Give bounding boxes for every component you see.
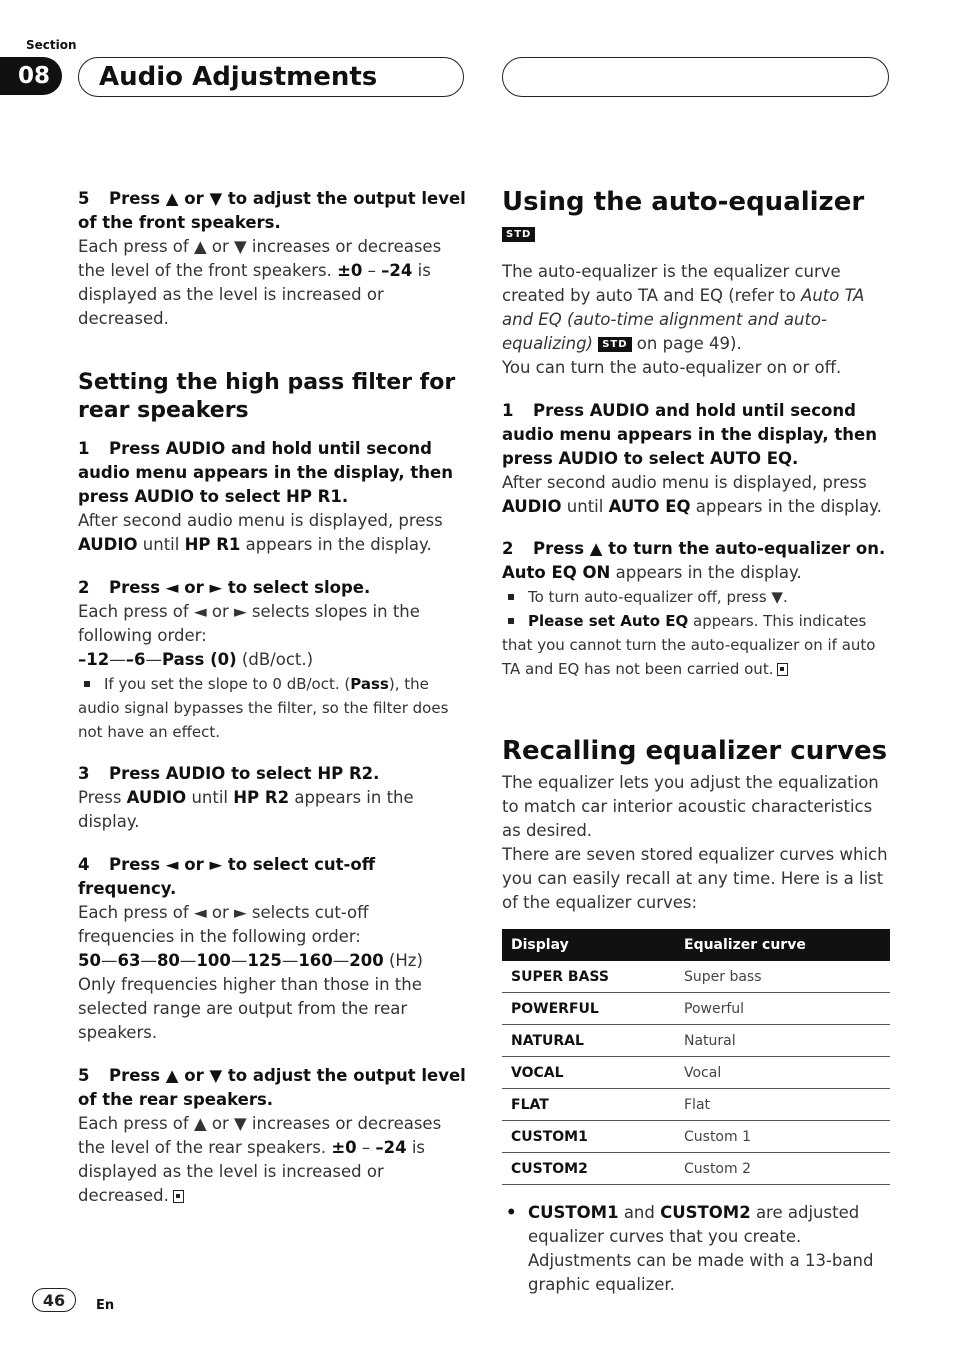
step-5-rear-desc: Each press of ▲ or ▼ increases or decreases the level of the rear speakers. ±0 – –24 is displayed as the level is increased or decreased. (78, 1114, 442, 1205)
slope-order: –12—–6—Pass (0) (dB/oct.) (78, 650, 314, 669)
table-row: SUPER BASS Super bass (502, 961, 890, 993)
note-bullet-icon (84, 681, 90, 687)
language-code: En (96, 1298, 115, 1313)
auto-eq-heading: Using the auto-equalizer STD (502, 187, 865, 240)
page-title (78, 57, 464, 97)
end-mark-icon (173, 1190, 184, 1203)
step-3-hp-r2-desc: Press AUDIO until HP R2 appears in the display. (78, 788, 414, 831)
auto-eq-intro: The auto-equalizer is the equalizer curve created by auto TA and EQ (refer to Auto TA and EQ (auto-time alignment and auto-equalizing) STD on page 49). (502, 262, 865, 353)
table-row: VOCAL Vocal (502, 1057, 890, 1089)
section-number-badge: 08 (0, 57, 62, 95)
step-text: Press ▲ or ▼ to adjust the output level of the front speakers. (78, 189, 466, 232)
right-column (502, 186, 890, 1297)
step-4-cutoff: 4 Press ◄ or ► to select cut-off frequency. (78, 855, 376, 898)
std-badge: STD (502, 227, 535, 242)
section-label: Section (26, 38, 77, 52)
recall-heading: Recalling equalizer curves (502, 736, 888, 766)
table-header-row (502, 929, 890, 961)
table-row: CUSTOM1 Custom 1 (502, 1121, 890, 1153)
step-2-slope-desc: Each press of ◄ or ► selects slopes in the following order: (78, 602, 420, 645)
page-number: 46 (32, 1288, 76, 1312)
step-1-hp-r1: 1 Press AUDIO and hold until second audio menu appears in the display, then press AUDIO to select HP R1. (78, 439, 453, 506)
step-3-hp-r2: 3 Press AUDIO to select HP R2. (78, 764, 380, 783)
recall-p2: There are seven stored equalizer curves which you can easily recall at any time. Here is a list of the equalizer curves: (502, 845, 888, 912)
step-1-auto-eq: 1 Press AUDIO and hold until second audio menu appears in the display, then press AUDIO to select AUTO EQ. (502, 401, 877, 468)
step-2-auto-eq-on: 2 Press ▲ to turn the auto-equalizer on. (502, 539, 886, 558)
table-row: FLAT Flat (502, 1089, 890, 1121)
step-1-auto-eq-desc: After second audio menu is displayed, press AUDIO until AUTO EQ appears in the display. (502, 473, 882, 516)
step-2-slope: 2 Press ◄ or ► to select slope. (78, 578, 371, 597)
table-header-display: Display (502, 929, 675, 961)
table-row: CUSTOM2 Custom 2 (502, 1153, 890, 1185)
step-5-rear: 5 Press ▲ or ▼ to adjust the output level of the rear speakers. (78, 1066, 466, 1109)
bullet-dot-icon: • (506, 1203, 517, 1222)
step-4-cutoff-desc: Each press of ◄ or ► selects cut-off frequencies in the following order: (78, 903, 369, 946)
page-title-text: Audio Adjustments (99, 62, 378, 92)
frequency-order: 50—63—80—100—125—160—200 (Hz) (78, 951, 423, 970)
recall-p1: The equalizer lets you adjust the equalization to match car interior acoustic characteristics as desired. (502, 773, 879, 840)
auto-eq-intro-2: You can turn the auto-equalizer on or off. (502, 358, 842, 377)
end-mark-icon (777, 663, 788, 676)
table-header-curve: Equalizer curve (675, 929, 890, 961)
std-badge: STD (598, 337, 631, 352)
equalizer-curve-table (502, 929, 890, 1185)
table-row: NATURAL Natural (502, 1025, 890, 1057)
left-column (78, 187, 466, 1208)
auto-eq-note-2: Please set Auto EQ appears. This indicates that you cannot turn the auto-equalizer on if auto TA and EQ has not been carried out. (502, 612, 876, 678)
step-2-auto-eq-desc: Auto EQ ON appears in the display. (502, 563, 802, 582)
hpf-heading: Setting the high pass filter for rear speakers (78, 370, 456, 423)
slope-note: If you set the slope to 0 dB/oct. (Pass), the audio signal bypasses the filter, so the filter does not have an effect. (78, 675, 449, 741)
step-number: 5 (78, 189, 90, 208)
note-bullet-icon (508, 594, 514, 600)
custom-curves-bullet: • CUSTOM1 and CUSTOM2 are adjusted equalizer curves that you create. Adjustments can be made with a 13-band graphic equalizer. (506, 1203, 874, 1294)
header-empty-pill (502, 57, 889, 97)
step-1-hp-r1-desc: After second audio menu is displayed, press AUDIO until HP R1 appears in the display. (78, 511, 443, 554)
auto-eq-note-1: To turn auto-equalizer off, press ▼. (502, 585, 890, 609)
note-bullet-icon (508, 618, 514, 624)
step-5-front-desc: Each press of ▲ or ▼ increases or decreases the level of the front speakers. ±0 – –24 is displayed as the level is increased or decreased. (78, 237, 442, 328)
cutoff-note: Only frequencies higher than those in the selected range are output from the rear speakers. (78, 975, 422, 1042)
step-5-front (78, 187, 466, 235)
table-row: POWERFUL Powerful (502, 993, 890, 1025)
